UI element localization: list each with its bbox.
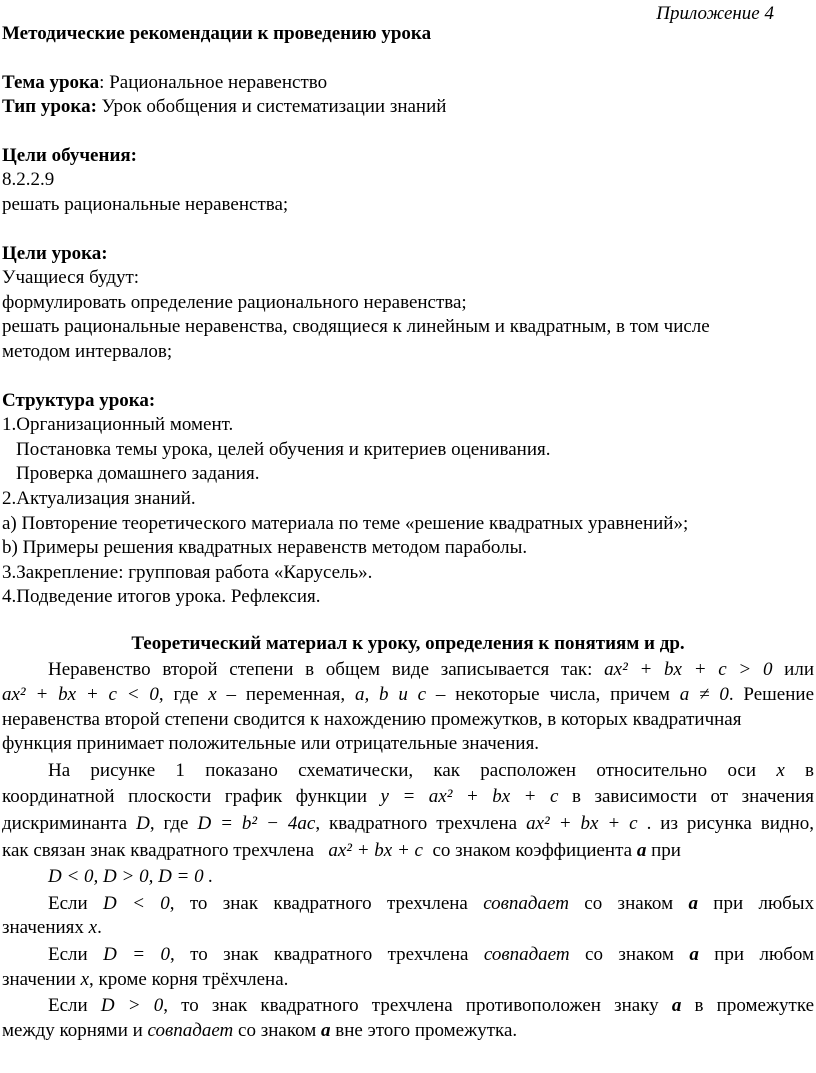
structure-item: 3.Закрепление: групповая работа «Карусель». <box>2 561 373 583</box>
lesson-goals-heading: Цели урока: <box>2 242 108 264</box>
formula: x <box>80 968 90 990</box>
lesson-goal-item: формулировать определение рационального неравенства; <box>2 291 467 313</box>
formula: y = ax² + bx + c <box>380 786 559 808</box>
formula: x <box>88 917 98 939</box>
formula: a <box>321 1019 331 1041</box>
formula: D > 0 <box>100 995 164 1017</box>
formula: ax² + bx + c > 0 <box>604 659 773 681</box>
lesson-goal-item: Учащиеся будут: <box>2 267 140 289</box>
formula: a, b и c <box>354 684 427 706</box>
formula: a <box>636 839 647 861</box>
formula: D < 0, D > 0, D = 0 . <box>48 866 214 888</box>
topic-line <box>2 71 814 96</box>
structure-heading: Структура урока: <box>2 389 156 411</box>
paragraph-2-line-3: дискриминанта D, где D = b² − 4ac, квадратного трехчлена ax² + bx + c . из рисунка видно, <box>2 813 815 835</box>
topic-value: : Рациональное неравенство <box>99 71 328 93</box>
type-line <box>2 95 814 120</box>
formula: a <box>689 944 699 965</box>
paragraph-4-line-2: значении x, кроме корня трёхчлена. <box>2 968 289 990</box>
topic-label: Тема урока <box>2 71 100 93</box>
paragraph-1-line-2: ax² + bx + c < 0, где x – переменная, a, b и c – некоторые числа, причем a ≠ 0. Решение <box>2 684 814 706</box>
formula: a <box>688 892 698 914</box>
paragraph-2-line-1: На рисунке 1 показано схематически, как расположен относительно оси x в <box>48 759 815 781</box>
document-page <box>2 0 814 1043</box>
paragraph-5-line-1: Если D > 0, то знак квадратного трехчлена противоположен знаку a в промежутке <box>48 995 815 1017</box>
formula: x <box>776 759 785 781</box>
formula: D < 0 <box>103 892 170 914</box>
goals-code: 8.2.2.9 <box>2 169 55 191</box>
formula: D = 0 <box>103 944 171 965</box>
formula: a ≠ 0 <box>679 684 729 706</box>
theory-heading: Теоретический материал к уроку, определения к понятиям и др. <box>131 632 685 654</box>
goals-text: решать рациональные неравенства; <box>2 193 289 215</box>
formula: ax² + bx + c <box>328 839 423 861</box>
paragraph-4-line-1: Если D = 0, то знак квадратного трехчлена совпадает со знаком a при любом <box>48 944 815 965</box>
paragraph-1-line-3: неравенства второй степени сводится к нахождению промежутков, в которых квадратичная <box>2 708 742 730</box>
formula: D <box>136 813 150 835</box>
document-title: Методические рекомендации к проведению урока <box>2 23 432 44</box>
formula: a <box>671 995 682 1017</box>
structure-item: 4.Подведение итогов урока. Рефлексия. <box>2 586 321 608</box>
paragraph-1-line-1: Неравенство второй степени в общем виде записывается так: ax² + bx + c > 0 или <box>48 659 814 681</box>
lesson-goal-item: решать рациональные неравенства, сводящиеся к линейным и квадратным, в том числе <box>2 316 710 338</box>
structure-item: a) Повторение теоретического материала по теме «решение квадратных уравнений»; <box>2 512 689 534</box>
structure-item: 2.Актуализация знаний. <box>2 487 196 509</box>
appendix-label: Приложение 4 <box>656 3 774 24</box>
paragraph-1-line-4: функция принимает положительные или отрицательные значения. <box>2 733 540 755</box>
formula: D = b² − 4ac <box>197 813 316 835</box>
paragraph-2-line-5 <box>2 865 814 890</box>
formula: ax² + bx + c < 0 <box>2 684 159 706</box>
paragraph-3-line-1: Если D < 0, то знак квадратного трехчлена совпадает со знаком a при любых <box>48 892 815 914</box>
structure-item: Проверка домашнего задания. <box>16 463 260 485</box>
formula: ax² + bx + c <box>526 813 638 835</box>
paragraph-5-line-2: между корнями и совпадает со знаком a вне этого промежутка. <box>2 1019 518 1041</box>
structure-item: 1.Организационный момент. <box>2 414 234 436</box>
lesson-goal-item: методом интервалов; <box>2 340 173 362</box>
type-label: Тип урока: <box>2 96 97 118</box>
goals-heading: Цели обучения: <box>2 144 137 166</box>
paragraph-3-line-2: значениях x. <box>2 917 102 939</box>
type-value: Урок обобщения и систематизации знаний <box>96 96 447 118</box>
formula: x <box>208 684 217 706</box>
structure-item: b) Примеры решения квадратных неравенств методом параболы. <box>2 537 528 559</box>
structure-item: Постановка темы урока, целей обучения и критериев оценивания. <box>16 438 551 460</box>
paragraph-2-line-2: координатной плоскости график функции y = ax² + bx + c в зависимости от значения <box>2 786 815 808</box>
paragraph-2-line-4: как связан знак квадратного трехчлена ax² + bx + c со знаком коэффициента a при <box>2 839 681 861</box>
